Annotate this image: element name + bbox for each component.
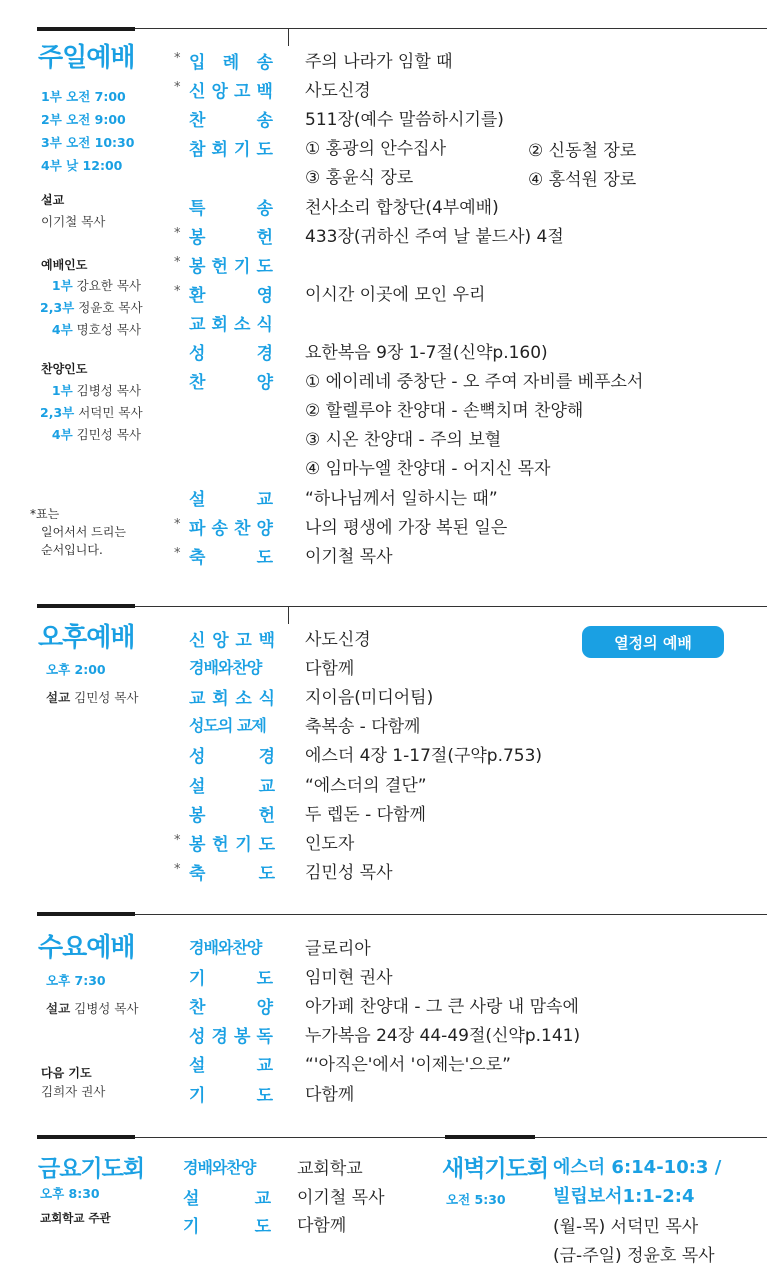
order-label-char: 식 — [256, 314, 273, 335]
order-label — [189, 135, 273, 160]
order-label — [189, 742, 275, 767]
order-label-char: 식 — [258, 689, 275, 710]
afternoon-title: 오후예배 — [38, 623, 135, 653]
section-rule — [37, 27, 135, 31]
order-value: “'아직은'에서 '이제는'으로” — [305, 1055, 511, 1076]
order-value: 이기철 목사 — [305, 546, 393, 567]
star-mark: * — [30, 507, 36, 521]
sunday-sermon-label: 설교 — [41, 193, 65, 207]
order-value: 433장(귀하신 주여 날 붙드사) 4절 — [305, 226, 564, 247]
order-label-char: 양 — [256, 518, 273, 539]
order-label-char: 파 — [189, 518, 206, 539]
sunday-time-item: 4부 낮 12:00 — [41, 158, 123, 173]
order-label-char: 교 — [258, 776, 275, 797]
dawn-passage-2: 빌립보서1:1-2:4 — [553, 1186, 695, 1207]
order-label-char: 축 — [189, 547, 206, 568]
afternoon-sermon-name: 김민성 목사 — [74, 690, 139, 705]
order-value: 511장(예수 말씀하시기를) — [305, 110, 504, 131]
order-label-char: 헌 — [256, 227, 273, 248]
order-value: ① 에이레네 중창단 - 오 주여 자비를 베푸소서 — [305, 372, 644, 393]
next-prayer-label: 다음 기도 — [41, 1066, 92, 1080]
order-label-char: 찬 — [189, 998, 206, 1019]
order-label-char: 도 — [256, 969, 273, 990]
dawn-title: 새벽기도회 — [442, 1156, 549, 1182]
sunday-sermon-name: 이기철 목사 — [41, 214, 106, 229]
order-label-char: 기 — [189, 1085, 206, 1106]
order-label-char: 기 — [234, 140, 251, 161]
order-label — [189, 859, 275, 884]
prayer-col2-2: ④ 홍석원 장로 — [528, 170, 637, 190]
order-label-char: 소 — [235, 689, 252, 710]
order-label — [189, 194, 273, 219]
order-label — [183, 1155, 271, 1178]
standing-star: * — [174, 225, 181, 241]
order-label-char: 도 — [256, 256, 273, 277]
order-label — [189, 626, 275, 651]
order-label-char: 도 — [258, 863, 275, 884]
leads-row — [40, 276, 141, 294]
order-label — [189, 964, 273, 989]
order-value: 다함께 — [297, 1216, 347, 1236]
standing-note — [30, 505, 59, 522]
order-label — [189, 1081, 273, 1106]
order-label-char: 기 — [183, 1217, 200, 1237]
dawn-passage-1: 에스더 6:14-10:3 / — [553, 1157, 722, 1178]
friday-title: 금요기도회 — [38, 1156, 145, 1182]
order-label-char: 봉 — [189, 227, 206, 248]
column-tick — [288, 28, 289, 46]
wednesday-sermon-label: 설교 — [46, 1001, 71, 1016]
section-divider — [535, 1137, 767, 1138]
order-value: 주의 나라가 임할 때 — [305, 52, 453, 72]
friday-host: 교회학교 주관 — [40, 1211, 111, 1225]
order-label-char: 도 — [256, 547, 273, 568]
dawn-time: 오전 5:30 — [446, 1192, 506, 1207]
standing-star: * — [174, 545, 181, 561]
order-value: 다함께 — [305, 1084, 355, 1105]
order-label-char: 교 — [256, 1056, 273, 1077]
order-label-char: 회 — [212, 689, 229, 710]
order-label — [189, 993, 273, 1018]
order-label-char: 환 — [189, 285, 206, 306]
order-value: 사도신경 — [305, 630, 371, 650]
order-label — [183, 1212, 271, 1237]
wednesday-title: 수요예배 — [38, 933, 135, 963]
order-label — [189, 339, 273, 364]
sunday-time-item: 2부 오전 9:00 — [41, 112, 126, 127]
order-label — [189, 684, 275, 709]
section-divider — [135, 1137, 445, 1138]
order-label-char: 찬 — [234, 518, 251, 539]
standing-star: * — [174, 283, 181, 299]
dawn-leader-1: (월-목) 서덕민 목사 — [553, 1217, 699, 1237]
leads-row — [40, 298, 141, 316]
wednesday-sermon-name: 김병성 목사 — [74, 1001, 139, 1016]
order-value: 다함께 — [305, 659, 355, 680]
wednesday-time: 오후 7:30 — [46, 973, 106, 988]
leads-part: 1부 — [51, 278, 73, 293]
order-label-char: 백 — [256, 82, 273, 103]
order-label-char: 헌 — [212, 834, 229, 855]
order-value: “에스더의 결단” — [305, 775, 427, 796]
order-label-char: 회 — [211, 314, 228, 335]
order-label-char: 도 — [256, 140, 273, 161]
leads-name: 정윤호 목사 — [78, 300, 143, 315]
order-label-char: 송 — [211, 518, 228, 539]
order-label-char: 설 — [183, 1188, 200, 1209]
section-rule — [445, 1135, 535, 1139]
order-label — [189, 310, 273, 335]
order-label-text: 경배와찬양 — [183, 1158, 256, 1177]
order-label-char: 도 — [258, 834, 275, 855]
wednesday-sermon — [46, 999, 139, 1017]
order-label — [189, 1051, 273, 1076]
order-label — [189, 281, 273, 306]
order-label-char: 신 — [189, 82, 206, 103]
order-label — [189, 48, 273, 73]
order-value: 누가복음 24장 44-49절(신약p.141) — [305, 1026, 581, 1047]
order-label-char: 봉 — [189, 805, 206, 826]
order-label-char: 경 — [256, 344, 273, 364]
standing-star: * — [174, 861, 181, 877]
order-label-char: 성 — [189, 747, 206, 768]
order-value: 천사소리 합창단(4부예배) — [305, 197, 499, 218]
praise-part: 4부 — [51, 427, 73, 442]
order-value: 지이음(미디어팀) — [305, 688, 434, 709]
section-rule — [37, 604, 135, 608]
afternoon-sermon — [46, 688, 139, 706]
prayer-col2-1: ② 신동철 장로 — [528, 141, 637, 161]
leads-row — [40, 320, 141, 338]
order-label-char: 양 — [256, 998, 273, 1019]
order-label-char: 고 — [235, 631, 252, 651]
order-label — [189, 830, 275, 855]
leads-part: 2,3부 — [40, 300, 75, 315]
order-label-char: 회 — [211, 140, 228, 161]
praise-part: 2,3부 — [40, 405, 75, 420]
section-divider — [135, 606, 767, 607]
order-label-text: 경배와찬양 — [189, 938, 262, 957]
order-label-char: 교 — [189, 314, 206, 335]
note-line1: 표는 — [36, 507, 60, 521]
order-value: ① 홍광의 안수집사 — [305, 139, 447, 160]
order-label-char: 고 — [234, 82, 251, 103]
leads-name: 명호성 목사 — [76, 322, 141, 337]
order-label-char: 성 — [189, 344, 206, 364]
order-label-char: 축 — [189, 863, 206, 884]
standing-star: * — [174, 832, 181, 848]
order-label — [189, 368, 273, 393]
order-label-char: 참 — [189, 140, 206, 161]
praise-row — [40, 381, 141, 399]
praise-row — [40, 403, 141, 421]
order-value: ③ 홍윤식 장로 — [305, 168, 414, 189]
order-label-char: 교 — [189, 689, 206, 710]
leads-name: 강요한 목사 — [76, 278, 141, 293]
order-label-char: 송 — [256, 53, 273, 73]
section-rule — [37, 1135, 135, 1139]
order-label-char: 앙 — [212, 631, 229, 651]
order-label — [189, 223, 273, 248]
order-label — [183, 1184, 271, 1209]
order-value: “하나님께서 일하시는 때” — [305, 488, 498, 509]
order-label-char: 경 — [211, 1027, 228, 1048]
order-label-char: 헌 — [258, 805, 275, 826]
order-label-char: 특 — [189, 198, 206, 219]
order-value: 인도자 — [305, 833, 355, 854]
next-prayer-name: 김희자 권사 — [41, 1084, 106, 1099]
section-divider — [135, 914, 767, 915]
order-label-char: 교 — [254, 1188, 271, 1209]
order-value: 글로리아 — [305, 939, 371, 959]
order-value: 아가페 찬양대 - 그 큰 사랑 내 맘속에 — [305, 997, 579, 1018]
section-rule — [37, 912, 135, 916]
order-label-char: 기 — [235, 834, 252, 855]
order-label-char: 설 — [189, 776, 206, 797]
order-label-char: 봉 — [234, 1027, 251, 1048]
order-label — [189, 77, 273, 102]
order-label-char: 도 — [254, 1217, 271, 1237]
friday-time: 오후 8:30 — [40, 1186, 100, 1201]
order-label — [189, 485, 273, 510]
praise-name: 김병성 목사 — [76, 383, 141, 398]
order-label — [189, 252, 273, 277]
order-label-char: 경 — [258, 747, 275, 768]
order-label-char: 기 — [189, 969, 206, 990]
order-label-char: 소 — [234, 314, 251, 335]
order-label-char: 입 — [189, 53, 206, 73]
order-label-char: 례 — [222, 53, 240, 73]
order-label-char: 도 — [256, 1085, 273, 1106]
order-label — [189, 801, 275, 826]
sunday-praise-label: 찬양인도 — [41, 362, 88, 376]
passion-worship-badge: 열정의 예배 — [582, 626, 724, 658]
order-value: 에스더 4장 1-17절(구약p.753) — [305, 746, 543, 767]
order-value: ④ 임마누엘 찬양대 - 어지신 목자 — [305, 459, 551, 480]
order-label-char: 기 — [234, 256, 251, 277]
note-line2: 일어서서 드리는 — [41, 525, 126, 539]
sunday-title: 주일예배 — [38, 43, 135, 73]
order-label-char: 찬 — [189, 111, 206, 132]
order-label-char: 독 — [256, 1027, 273, 1048]
order-value: 축복송 - 다함께 — [305, 717, 421, 738]
order-label-char: 설 — [189, 1056, 206, 1077]
leads-part: 4부 — [51, 322, 73, 337]
order-label-char: 찬 — [189, 373, 206, 394]
order-label-char: 송 — [256, 111, 273, 132]
order-label-char: 백 — [258, 631, 275, 651]
order-value: 사도신경 — [305, 81, 371, 102]
order-value: 이기철 목사 — [297, 1187, 385, 1208]
order-value: 요한복음 9장 1-7절(신약p.160) — [305, 343, 548, 363]
praise-row — [40, 425, 141, 443]
order-label — [189, 514, 273, 539]
order-label-char: 설 — [189, 489, 206, 510]
standing-star: * — [174, 254, 181, 270]
order-label — [189, 106, 273, 131]
order-value: 임미현 권사 — [305, 968, 393, 989]
sunday-time-item: 3부 오전 10:30 — [41, 135, 135, 150]
order-value: 두 렙돈 - 다함께 — [305, 804, 426, 825]
order-value: 교회학교 — [297, 1159, 363, 1179]
order-label-char: 양 — [256, 373, 273, 394]
order-label — [189, 543, 273, 568]
order-label-char: 앙 — [211, 82, 228, 103]
standing-star: * — [174, 516, 181, 532]
order-label — [189, 713, 275, 736]
order-label-text: 경배와찬양 — [189, 658, 262, 678]
standing-star: * — [174, 80, 181, 96]
order-value: 김민성 목사 — [305, 862, 393, 883]
sunday-lead-label: 예배인도 — [41, 258, 88, 272]
order-label — [189, 1022, 273, 1047]
order-label-char: 봉 — [189, 834, 206, 855]
order-value: 이시간 이곳에 모인 우리 — [305, 284, 486, 305]
order-label — [189, 935, 273, 958]
order-label-char: 송 — [256, 198, 273, 219]
order-label-char: 영 — [256, 285, 273, 306]
order-label-char: 신 — [189, 631, 206, 651]
order-label-text: 성도의 교제 — [189, 716, 266, 736]
dawn-leader-2: (금-주일) 정윤호 목사 — [553, 1246, 715, 1266]
praise-part: 1부 — [51, 383, 73, 398]
order-label-char: 헌 — [211, 256, 228, 277]
order-value: 나의 평생에 가장 복된 일은 — [305, 517, 508, 538]
order-label — [189, 772, 275, 797]
column-tick — [288, 606, 289, 624]
afternoon-sermon-label: 설교 — [46, 690, 71, 705]
sunday-time-item: 1부 오전 7:00 — [41, 89, 126, 104]
order-label-char: 성 — [189, 1027, 206, 1048]
praise-name: 김민성 목사 — [76, 427, 141, 442]
note-line3: 순서입니다. — [41, 543, 103, 557]
standing-star: * — [174, 51, 181, 66]
afternoon-time: 오후 2:00 — [46, 662, 106, 677]
order-value: ③ 시온 찬양대 - 주의 보혈 — [305, 430, 502, 451]
order-label-char: 교 — [256, 489, 273, 510]
section-divider — [135, 28, 767, 29]
order-value: ② 할렐루야 찬양대 - 손뼉치며 찬양해 — [305, 401, 584, 422]
order-label — [189, 655, 275, 678]
order-label-char: 봉 — [189, 256, 206, 277]
praise-name: 서덕민 목사 — [78, 405, 143, 420]
